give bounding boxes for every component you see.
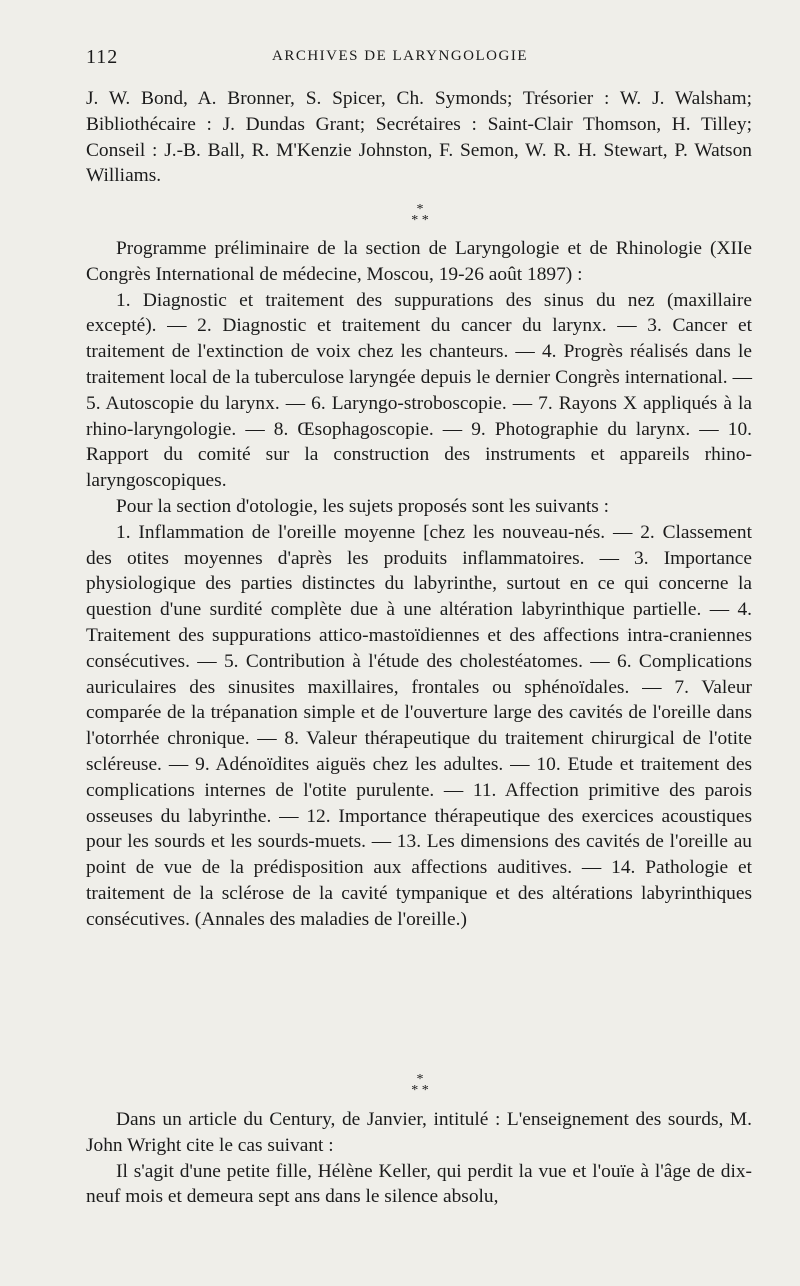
programme-section [86, 236, 752, 933]
article-quote: Il s'agit d'une petite fille, Hélène Keller, qui perdit la vue et l'ouïe à l'âge de dix-neuf mois et demeura sept ans dans le silence absolu, [86, 1160, 752, 1208]
programme-intro: Programme préliminaire de la section de Laryngologie et de Rhinologie (XIIe Congrès International de médecine, Moscou, 19-26 août 1897) : [86, 238, 752, 285]
running-title: ARCHIVES DE LARYNGOLOGIE [272, 48, 528, 64]
committee-paragraph: J. W. Bond, A. Bronner, S. Spicer, Ch. Symonds; Trésorier : W. J. Walsham; Bibliothécaire : J. Dundas Grant; Secrétaires : Saint-Clair Thomson, H. Tilley; Conseil : J.-B. Ball, R. M'Kenzie Johnston, F. Semon, W. R. H. Stewart, P. Watson Williams. [86, 88, 752, 187]
page-number: 112 [86, 46, 119, 68]
article-section [86, 1107, 752, 1210]
article-intro: Dans un article du Century, de Janvier, intitulé : L'enseignement des sourds, M. John Wright cite le cas suivant : [86, 1109, 752, 1156]
otology-topics: 1. Inflammation de l'oreille moyenne [chez les nouveau-nés. — 2. Classement des otites moyennes d'après les produits inflammatoires. — 3. Importance physiologique des parties distinctes du labyrinthe, surtout en ce qui concerne la question d'une surdité complète due à une altération labyrinthique partielle. — 4. Traitement des suppurations attico-mastoïdiennes et des affections intra-craniennes consécutives. — 5. Contribution à l'étude des cholestéatomes. — 6. Complications auriculaires des sinusites maxillaires, frontales ou sphénoïdales. — 7. Valeur comparée de la trépanation simple et de l'ouverture large des cavités de l'oreille dans l'otorrhée chronique. — 8. Valeur thérapeutique du traitement chirurgical de l'otite scléreuse. — 9. Adénoïdites aiguës chez les adultes. — 10. Etude et traitement des complications internes de l'otite purulente. — 11. Affection primitive des parois osseuses du labyrinthe. — 12. Importance thérapeutique des exercices acoustiques pour les sourds et les sourds-muets. — 13. Les dimensions des cavités de l'oreille au point de vue de la prédisposition aux affections auditives. — 14. Pathologie et traitement de la sclérose de la cavité tympanique et des altérations labyrinthiques consécutives. (Annales des maladies de l'oreille.) [86, 521, 752, 930]
page-header [86, 46, 752, 74]
committee-paragraph-block [86, 86, 752, 189]
laryngology-topics: 1. Diagnostic et traitement des suppurations des sinus du nez (maxillaire excepté). — 2. Diagnostic et traitement du cancer du larynx. — 3. Cancer et traitement de l'extinction de voix chez les chanteurs. — 4. Progrès réalisés dans le traitement local de la tuberculose laryngée depuis le dernier Congrès international. — 5. Autoscopie du larynx. — 6. Laryngo-stroboscopie. — 7. Rayons X appliqués à la rhino-laryngologie. — 8. Œsophagoscopie. — 9. Photographie du larynx. — 10. Rapport du comité sur la construction des instruments et appareils rhino-laryngoscopiques. [86, 289, 752, 492]
asterism-separator: * * * [411, 202, 429, 228]
otology-intro: Pour la section d'otologie, les sujets proposés sont les suivants : [116, 495, 610, 517]
asterism-separator: * * * [411, 1072, 429, 1098]
